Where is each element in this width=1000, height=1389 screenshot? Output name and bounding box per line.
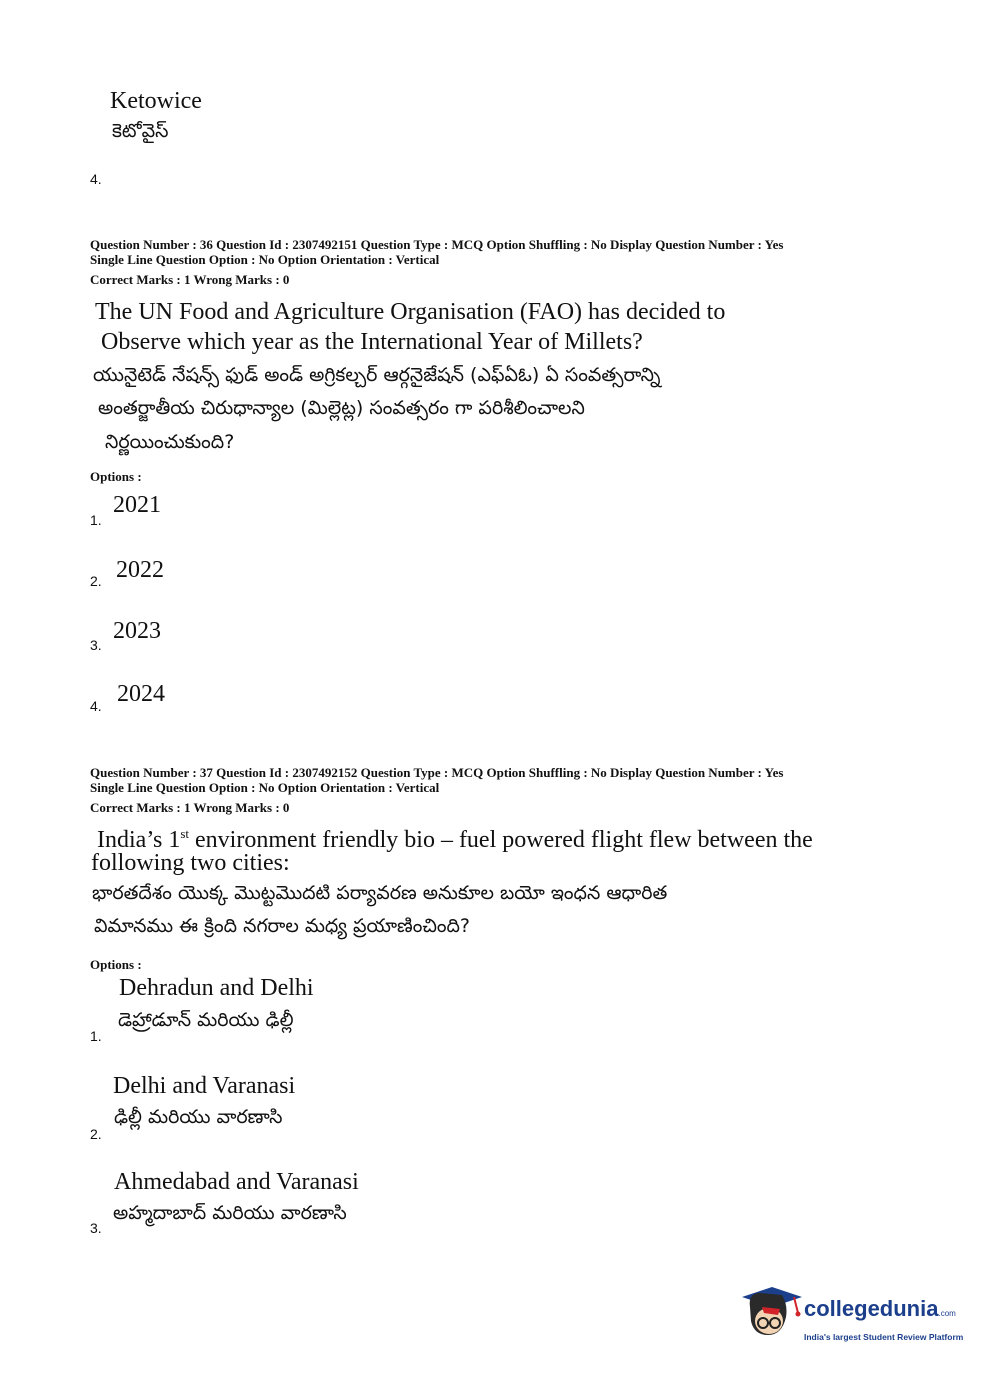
q37-text-en-1a: India’s 1 [97, 827, 181, 853]
q36-meta-line2: Single Line Question Option : No Option Orientation : Vertical [90, 252, 440, 267]
q37-text-te-2: విమానము ఈ క్రింది నగరాల మధ్య ప్రయాణించింది? [94, 915, 471, 937]
q36-option-3-text: 2023 [113, 618, 161, 644]
q37-text-en-1-sup: st [180, 826, 189, 841]
q36-option-1-text: 2021 [113, 492, 161, 518]
q37-option-1-te: డెహ్రాడూన్ మరియు ఢిల్లీ [118, 1009, 294, 1031]
logo-name-text: collegedunia [804, 1296, 939, 1321]
q37-option-2-number: 2. [90, 1126, 102, 1142]
prev-option-number: 4. [90, 171, 102, 187]
q36-marks: Correct Marks : 1 Wrong Marks : 0 [90, 272, 290, 287]
q36-text-en-2: Observe which year as the International Year of Millets? [101, 329, 643, 355]
q37-option-2-te: ఢిల్లీ మరియు వారణాసి [114, 1106, 283, 1128]
q36-option-1-number: 1. [90, 512, 102, 528]
logo-suffix: .com [938, 1309, 956, 1318]
q36-option-3-number: 3. [90, 637, 102, 653]
prev-option-en: Ketowice [110, 88, 202, 114]
q36-option-4-number: 4. [90, 698, 102, 714]
q37-option-3-number: 3. [90, 1220, 102, 1236]
q36-text-te-1: యునైటెడ్ నేషన్స్ ఫుడ్ అండ్ అగ్రికల్చర్ ఆర్గనైజేషన్ (ఎఫ్ఏఓ) ఏ సంవత్సరాన్ని [93, 364, 661, 386]
prev-option-te: కెటోవైస్ [112, 120, 169, 142]
q37-meta-line2: Single Line Question Option : No Option Orientation : Vertical [90, 780, 440, 795]
q36-option-2-text: 2022 [116, 557, 164, 583]
logo-tagline: India's largest Student Review Platform [804, 1332, 964, 1342]
q37-meta-line1: Question Number : 37 Question Id : 2307492152 Question Type : MCQ Option Shuffling : No Display Question Number : Yes [90, 765, 784, 780]
q36-text-en-1: The UN Food and Agriculture Organisation (FAO) has decided to [95, 299, 726, 325]
q37-text-en-2: following two cities: [91, 850, 290, 876]
q36-option-2-number: 2. [90, 573, 102, 589]
q36-meta-line1: Question Number : 36 Question Id : 2307492151 Question Type : MCQ Option Shuffling : No Display Question Number : Yes [90, 237, 784, 252]
q37-options-label: Options : [90, 957, 142, 972]
q37-marks: Correct Marks : 1 Wrong Marks : 0 [90, 800, 290, 815]
q37-option-1-number: 1. [90, 1028, 102, 1044]
q37-option-2-en: Delhi and Varanasi [113, 1073, 296, 1099]
q36-text-te-2: అంతర్జాతీయ చిరుధాన్యాల (మిల్లెట్ల) సంవత్సరం గా పరిశీలించాలని [98, 397, 585, 419]
q36-text-te-3: నిర్ణయించుకుంది? [105, 431, 235, 453]
q37-option-1-en: Dehradun and Delhi [119, 975, 314, 1001]
q37-text-en-1b: environment friendly bio – fuel powered flight flew between the [189, 827, 813, 853]
q36-option-4-text: 2024 [117, 681, 165, 707]
q36-options-label: Options : [90, 469, 142, 484]
q37-text-te-1: భారతదేశం యొక్క మొట్టమొదటి పర్యావరణ అనుకూల బయో ఇంధన ఆధారిత [92, 882, 668, 904]
q37-option-3-en: Ahmedabad and Varanasi [114, 1169, 359, 1195]
logo-name [804, 1296, 956, 1322]
collegedunia-mascot-icon [742, 1283, 804, 1345]
q37-option-3-te: అహ్మదాబాద్ మరియు వారణాసి [113, 1202, 347, 1224]
